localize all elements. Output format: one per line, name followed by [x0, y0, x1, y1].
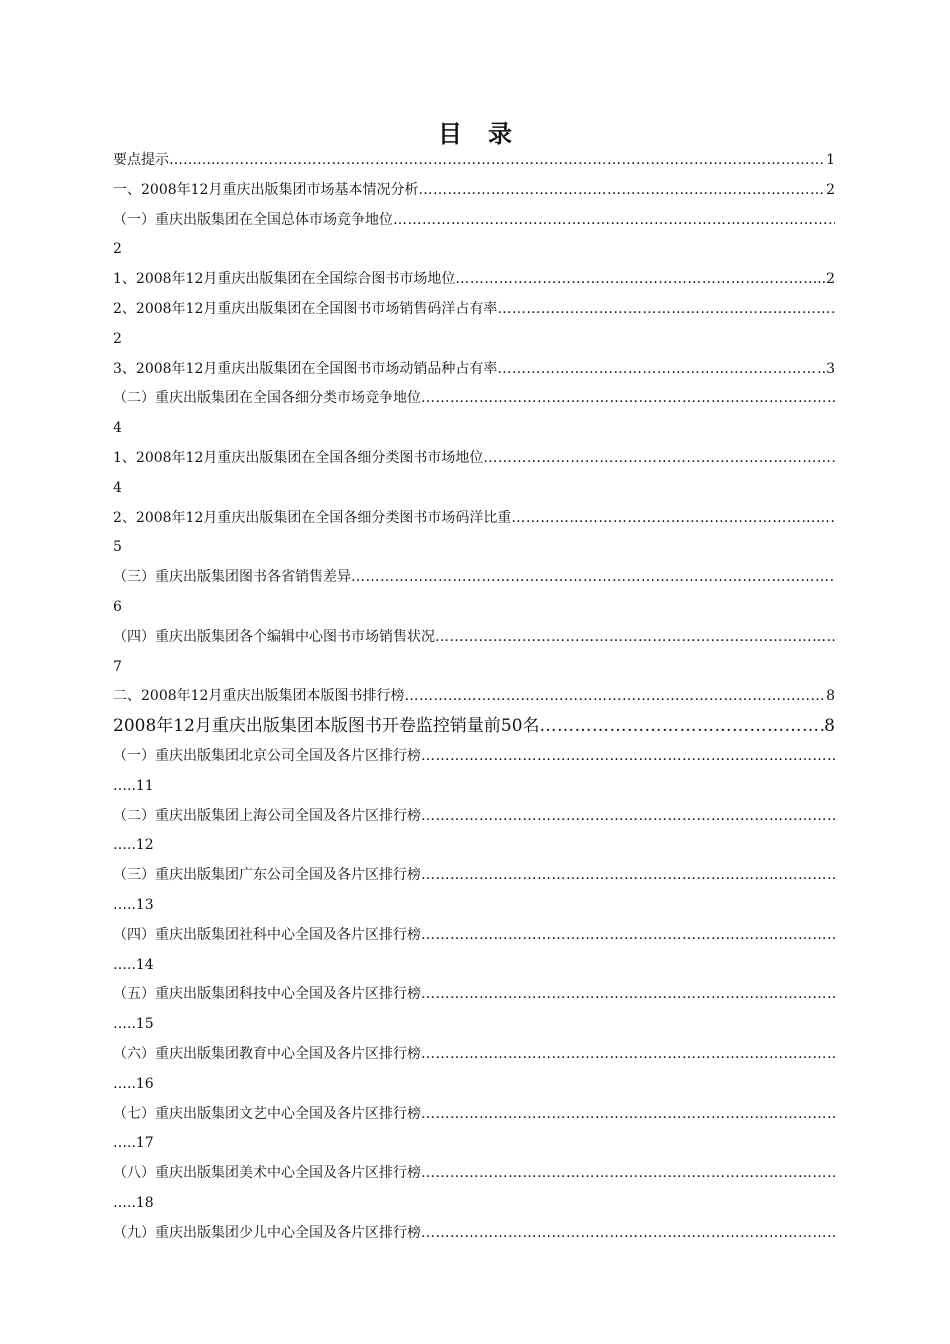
- toc-entry[interactable]: [113, 921, 835, 951]
- toc-entry-text: （一）重庆出版集团在全国总体市场竞争地位: [113, 211, 393, 228]
- toc-entry[interactable]: [113, 504, 835, 534]
- toc-entry-text: （六）重庆出版集团教育中心全国及各片区排行榜: [113, 1045, 421, 1062]
- toc-entry[interactable]: [113, 355, 835, 385]
- toc-page-number-wrapped: …..13: [113, 896, 154, 913]
- toc-page-number-wrapped: 6: [113, 598, 122, 615]
- toc-entry-text: （二）重庆出版集团在全国各细分类市场竞争地位: [113, 390, 421, 407]
- toc-page-number-wrapped: …..14: [113, 956, 154, 973]
- toc-page-number: 2: [826, 181, 835, 198]
- toc-entry-text: （四）重庆出版集团各个编辑中心图书市场销售状况: [113, 628, 435, 645]
- toc-entry[interactable]: [113, 206, 835, 236]
- toc-page-number-wrapped: …..12: [113, 837, 154, 854]
- toc-page-number: 8: [826, 688, 835, 705]
- toc-page-number-wrapped: …..15: [113, 1016, 154, 1033]
- toc-entry[interactable]: [113, 712, 835, 742]
- toc-page-number: 1: [826, 152, 835, 168]
- toc-page-number-wrapped: 4: [113, 479, 122, 496]
- toc-entry-text: 3、2008年12月重庆出版集团在全国图书市场动销品种占有率: [113, 360, 498, 377]
- toc-entry[interactable]: [113, 295, 835, 325]
- toc-page-number-wrapped: …..18: [113, 1194, 154, 1211]
- toc-entry-text: （一）重庆出版集团北京公司全国及各片区排行榜: [113, 747, 421, 764]
- toc-leader-dots: [421, 802, 835, 832]
- toc-entry-text: 2、2008年12月重庆出版集团在全国各细分类图书市场码洋比重: [113, 509, 512, 526]
- toc-leader-dots: [421, 742, 835, 772]
- toc-entry-text: 2、2008年12月重庆出版集团在全国图书市场销售码洋占有率: [113, 300, 498, 317]
- toc-entry[interactable]: [113, 802, 835, 832]
- toc-leader-dots: [351, 563, 835, 593]
- toc-leader-dots: [497, 295, 835, 325]
- toc-leader-dots: [418, 176, 826, 206]
- toc-entry-text: （八）重庆出版集团美术中心全国及各片区排行榜: [113, 1165, 421, 1182]
- toc-entry[interactable]: [113, 1219, 835, 1249]
- toc-entry-text: 2008年12月重庆出版集团本版图书开卷监控销量前50名: [113, 716, 540, 737]
- toc-page-number-wrapped: 7: [113, 658, 122, 675]
- toc-entry-text: （三）重庆出版集团图书各省销售差异: [113, 569, 351, 586]
- toc-entry[interactable]: [113, 176, 835, 206]
- toc-entry-text: 1、2008年12月重庆出版集团在全国各细分类图书市场地位: [113, 449, 484, 466]
- toc-leader-dots: [421, 980, 835, 1010]
- toc-leader-dots: [455, 265, 817, 295]
- toc-entry-text: （二）重庆出版集团上海公司全国及各片区排行榜: [113, 807, 421, 824]
- toc-entry[interactable]: [113, 563, 835, 593]
- toc-leader-dots: [540, 712, 825, 742]
- toc-leader-dots: [483, 444, 835, 474]
- toc-entry-text: 一、2008年12月重庆出版集团市场基本情况分析: [113, 181, 419, 198]
- toc-page-number-wrapped: 2: [113, 241, 122, 258]
- toc-leader-dots: [215, 146, 826, 176]
- toc-leader-dots: [511, 504, 835, 534]
- toc-entry-text: （九）重庆出版集团少儿中心全国及各片区排行榜: [113, 1224, 421, 1241]
- toc-leader-dots: [404, 682, 826, 712]
- toc-page-number-wrapped: 5: [113, 539, 122, 556]
- toc-entry-text: （四）重庆出版集团社科中心全国及各片区排行榜: [113, 926, 421, 943]
- toc-entry[interactable]: [113, 444, 835, 474]
- toc-entry[interactable]: [113, 1100, 835, 1130]
- toc-page-number-wrapped: …..11: [113, 777, 154, 794]
- page-title: 目录: [438, 119, 538, 148]
- toc-entry-text: （三）重庆出版集团广东公司全国及各片区排行榜: [113, 867, 421, 884]
- toc-entry-text: （五）重庆出版集团科技中心全国及各片区排行榜: [113, 986, 421, 1003]
- toc-leader-dots: [421, 861, 835, 891]
- toc-leader-dots: [421, 921, 835, 951]
- toc-entry-text: （七）重庆出版集团文艺中心全国及各片区排行榜: [113, 1105, 421, 1122]
- toc-list: [113, 146, 835, 1248]
- toc-page-number-wrapped: 4: [113, 420, 122, 437]
- toc-entry-text: 1、2008年12月重庆出版集团在全国综合图书市场地位: [113, 271, 456, 288]
- toc-leader-dots: [497, 355, 817, 385]
- toc-entry[interactable]: [113, 623, 835, 653]
- toc-leader-dots: [393, 206, 835, 236]
- toc-entry[interactable]: [113, 742, 835, 772]
- toc-page-number: ..3: [817, 360, 835, 377]
- toc-entry[interactable]: [113, 146, 835, 176]
- toc-entry[interactable]: [113, 861, 835, 891]
- toc-entry[interactable]: [113, 682, 835, 712]
- toc-entry[interactable]: [113, 980, 835, 1010]
- toc-leader-dots: [421, 1219, 835, 1249]
- toc-entry-text: 要点提示……….: [113, 152, 216, 168]
- toc-page-number: ..2: [817, 271, 835, 288]
- toc-page-number: 8: [824, 716, 835, 737]
- toc-leader-dots: [421, 1100, 835, 1130]
- toc-page-number-wrapped: …..17: [113, 1135, 154, 1152]
- toc-entry-text: 二、2008年12月重庆出版集团本版图书排行榜: [113, 688, 405, 705]
- toc-leader-dots: [435, 623, 835, 653]
- toc-entry[interactable]: [113, 1040, 835, 1070]
- toc-entry[interactable]: [113, 265, 835, 295]
- toc-entry[interactable]: [113, 1159, 835, 1189]
- toc-entry[interactable]: [113, 384, 835, 414]
- toc-leader-dots: [421, 1159, 835, 1189]
- toc-leader-dots: [421, 1040, 835, 1070]
- toc-leader-dots: [421, 384, 835, 414]
- toc-page-number-wrapped: …..16: [113, 1075, 154, 1092]
- toc-page-number-wrapped: 2: [113, 330, 122, 347]
